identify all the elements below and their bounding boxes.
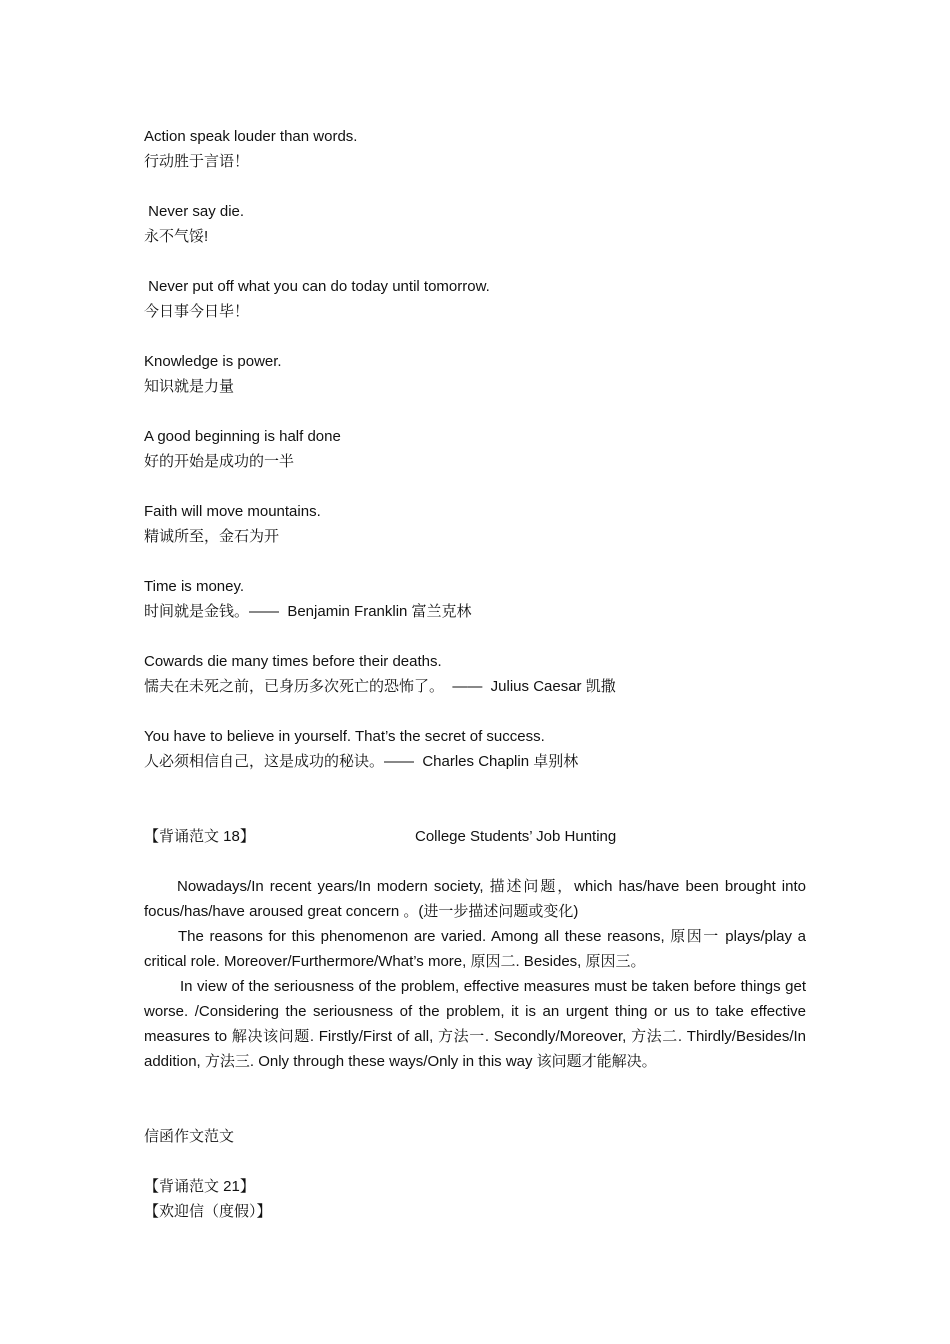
quote-block [144, 199, 806, 249]
quote-english: Time is money. [144, 578, 245, 595]
quote-english: Faith will move mountains. [144, 503, 321, 520]
quote-chinese: 永不气馁! [144, 228, 209, 245]
essay-title: College Students’ Job Hunting [415, 828, 617, 845]
blank-line [144, 474, 806, 499]
quote-block [144, 574, 806, 624]
quote-block [144, 274, 806, 324]
quote-block [144, 349, 806, 399]
blank-line [144, 699, 806, 724]
quote-english: You have to believe in yourself. That’s the secret of success. [144, 728, 545, 745]
quote-english: Knowledge is power. [144, 353, 282, 370]
blank-line [144, 849, 806, 874]
essay-label: 【背诵范文 18】 [144, 828, 255, 845]
blank-line [144, 1149, 806, 1174]
quote-block [144, 124, 806, 174]
quote-chinese: 好的开始是成功的一半 [144, 453, 295, 470]
blank-line [144, 174, 806, 199]
document-body [144, 124, 806, 1224]
quote-english: A good beginning is half done [144, 428, 341, 445]
quote-block [144, 724, 806, 774]
quote-chinese: 懦夫在未死之前，已身历多次死亡的恐怖了。 —— Julius Caesar 凯撒 [144, 678, 616, 695]
quote-chinese: 今日事今日毕！ [144, 303, 250, 320]
quote-chinese: 人必须相信自己，这是成功的秘诀。—— Charles Chaplin 卓别林 [144, 753, 579, 770]
blank-line [144, 774, 806, 824]
blank-line [144, 549, 806, 574]
quote-chinese: 时间就是金钱。—— Benjamin Franklin 富兰克林 [144, 603, 472, 620]
quote-english: Action speak louder than words. [144, 128, 358, 145]
blank-line [144, 624, 806, 649]
essay-paragraph: In view of the seriousness of the problem, effective measures must be taken before things get worse. /Considering the seriousness of the problem, it is an urgent thing or us to take effective measures to 解决该问题. Firstly/First of all, 方法一. Secondly/Moreover, 方法二. Thirdly/Besides/In addition, 方法三. Only through these ways/Only in this way 该问题才能解决。 [144, 978, 806, 1070]
essay-label: 【背诵范文 21】 [144, 1178, 255, 1195]
quote-chinese: 行动胜于言语！ [144, 153, 250, 170]
blank-line [144, 399, 806, 424]
essay-paragraph: Nowadays/In recent years/In modern society, 描述问题，which has/have been brought into focus/has/have aroused great concern 。(进一步描述问题或变化) [144, 878, 806, 920]
quote-block [144, 649, 806, 699]
blank-line [144, 324, 806, 349]
essay-paragraph: The reasons for this phenomenon are varied. Among all these reasons, 原因一 plays/play a critical role. Moreover/Furthermore/What’s more, 原因二. Besides, 原因三。 [144, 928, 806, 970]
blank-line [144, 249, 806, 274]
quote-block [144, 424, 806, 474]
quote-chinese: 精诚所至，金石为开 [144, 528, 280, 545]
section-title: 信函作文范文 [144, 1128, 235, 1145]
essay-subtitle: 【欢迎信（度假）】 [144, 1203, 272, 1220]
quote-block [144, 499, 806, 549]
blank-line [144, 1074, 806, 1124]
quote-english: Never say die. [144, 203, 245, 220]
quote-english: Never put off what you can do today until tomorrow. [144, 278, 490, 295]
quote-english: Cowards die many times before their deaths. [144, 653, 442, 670]
essay-heading [144, 824, 806, 849]
quote-chinese: 知识就是力量 [144, 378, 235, 395]
